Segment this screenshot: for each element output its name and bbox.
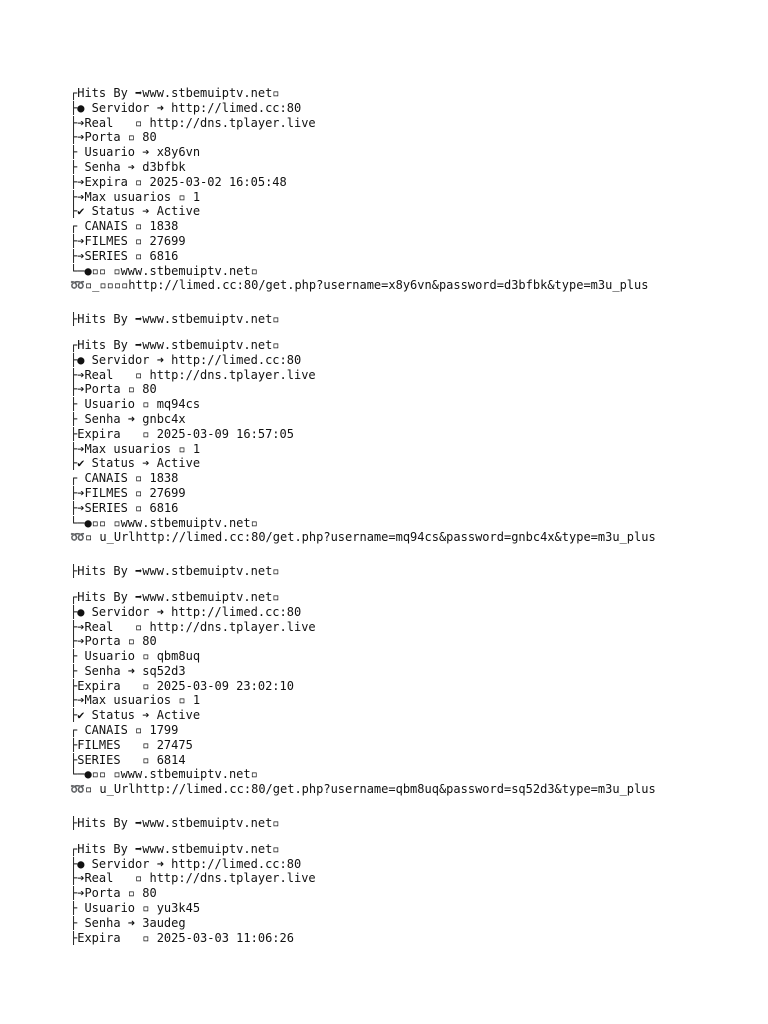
server-line: ├● Servidor ➜ http://limed.cc:80 <box>70 856 302 871</box>
port-line: ├➔Porta ▫ 80 <box>70 634 157 649</box>
username-line: ├ Usuario ▫ mq94cs <box>70 397 201 412</box>
movies-line: ├➔FILMES ▫ 27699 <box>70 485 186 500</box>
separator-line: ├Hits By ➡www.stbemuiptv.net▫ <box>70 564 280 579</box>
max-users-line: ├➔Max usuarios ▫ 1 <box>70 441 201 456</box>
password-line: ├ Senha ➔ d3bfbk <box>70 159 186 174</box>
port-line: ├➔Porta ▫ 80 <box>70 886 157 901</box>
hit-block <box>70 590 760 842</box>
hit-header-line: ┌Hits By ➡www.stbemuiptv.net▫ <box>70 86 280 100</box>
separator-line: ├Hits By ➡www.stbemuiptv.net▫ <box>70 312 280 327</box>
hit-header-line: ┌Hits By ➡www.stbemuiptv.net▫ <box>70 337 280 352</box>
real-line: ├➔Real ▫ http://dns.tplayer.live <box>70 619 316 634</box>
username-line: ├ Usuario ➔ x8y6vn <box>70 145 201 160</box>
hit-block <box>70 86 760 338</box>
footer-line: └─●▫▫ ▫www.stbemuiptv.net▫ <box>70 515 258 530</box>
document-page <box>70 86 760 945</box>
expiry-line: ├Expira ▫ 2025-03-03 11:06:26 <box>70 930 294 945</box>
footer-line: └─●▫▫ ▫www.stbemuiptv.net▫ <box>70 767 258 782</box>
real-line: ├➔Real ▫ http://dns.tplayer.live <box>70 115 316 130</box>
max-users-line: ├➔Max usuarios ▫ 1 <box>70 693 201 708</box>
footer-line: └─●▫▫ ▫www.stbemuiptv.net▫ <box>70 263 258 278</box>
channels-line: ┌ CANAIS ▫ 1838 <box>70 219 179 234</box>
status-line: ├✔ Status ➔ Active <box>70 204 201 219</box>
expiry-line: ├Expira ▫ 2025-03-09 16:57:05 <box>70 426 294 441</box>
max-users-line: ├➔Max usuarios ▫ 1 <box>70 189 201 204</box>
movies-line: ├➔FILMES ▫ 27699 <box>70 233 186 248</box>
username-line: ├ Usuario ▫ qbm8uq <box>70 649 201 664</box>
hit-header-line: ┌Hits By ➡www.stbemuiptv.net▫ <box>70 841 280 856</box>
username-line: ├ Usuario ▫ yu3k45 <box>70 901 201 916</box>
real-line: ├➔Real ▫ http://dns.tplayer.live <box>70 871 316 886</box>
series-line: ├➔SERIES ▫ 6816 <box>70 500 179 515</box>
m3u-url-line: ➿▫_▫▫▫▫http://limed.cc:80/get.php?username=x8y6vn&password=d3bfbk&type=m3u_plus <box>70 278 649 293</box>
movies-line: ├FILMES ▫ 27475 <box>70 737 193 752</box>
port-line: ├➔Porta ▫ 80 <box>70 130 157 145</box>
server-line: ├● Servidor ➜ http://limed.cc:80 <box>70 100 302 115</box>
channels-line: ┌ CANAIS ▫ 1799 <box>70 723 179 738</box>
m3u-url-line: ➿▫ u_Urlhttp://limed.cc:80/get.php?username=qbm8uq&password=sq52d3&type=m3u_plus <box>70 782 656 797</box>
server-line: ├● Servidor ➜ http://limed.cc:80 <box>70 604 302 619</box>
status-line: ├✔ Status ➔ Active <box>70 708 201 723</box>
m3u-url-line: ➿▫ u_Urlhttp://limed.cc:80/get.php?username=mq94cs&password=gnbc4x&type=m3u_plus <box>70 530 656 545</box>
password-line: ├ Senha ➜ 3audeg <box>70 915 186 930</box>
hit-block <box>70 338 760 590</box>
password-line: ├ Senha ➜ gnbc4x <box>70 411 186 426</box>
real-line: ├➔Real ▫ http://dns.tplayer.live <box>70 367 316 382</box>
password-line: ├ Senha ➜ sq52d3 <box>70 663 186 678</box>
hit-block <box>70 842 760 946</box>
expiry-line: ├Expira ▫ 2025-03-09 23:02:10 <box>70 678 294 693</box>
status-line: ├✔ Status ➔ Active <box>70 456 201 471</box>
hit-header-line: ┌Hits By ➡www.stbemuiptv.net▫ <box>70 589 280 604</box>
series-line: ├➔SERIES ▫ 6816 <box>70 248 179 263</box>
server-line: ├● Servidor ➜ http://limed.cc:80 <box>70 352 302 367</box>
separator-line: ├Hits By ➡www.stbemuiptv.net▫ <box>70 816 280 831</box>
series-line: ├SERIES ▫ 6814 <box>70 752 186 767</box>
port-line: ├➔Porta ▫ 80 <box>70 382 157 397</box>
expiry-line: ├➔Expira ▫ 2025-03-02 16:05:48 <box>70 174 287 189</box>
channels-line: ┌ CANAIS ▫ 1838 <box>70 471 179 486</box>
